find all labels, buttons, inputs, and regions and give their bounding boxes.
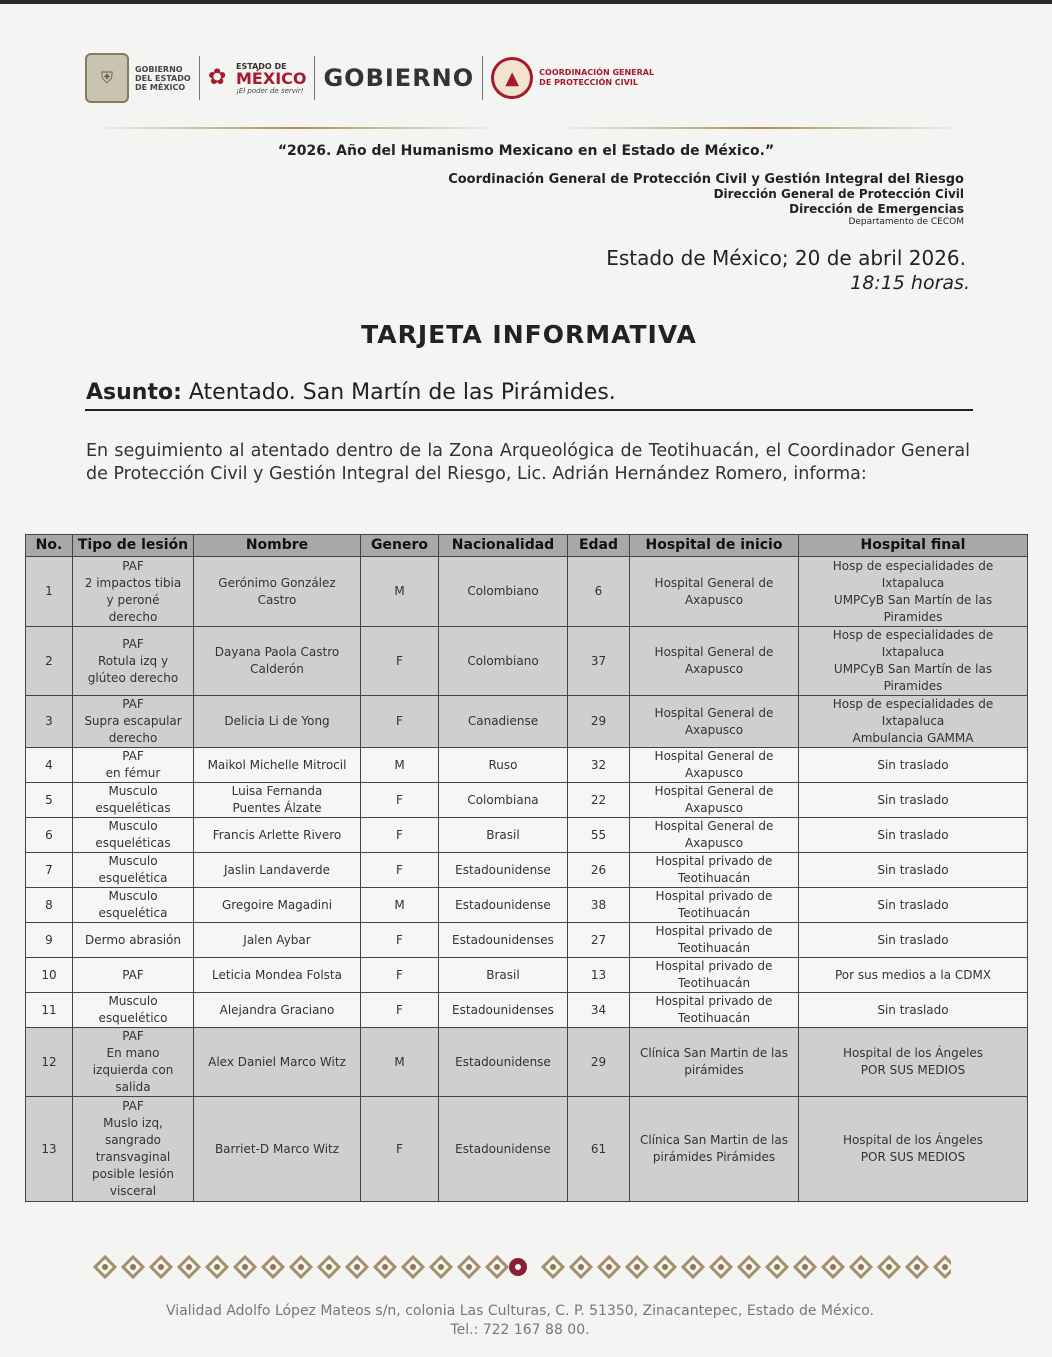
cell-tipo: PAF 2 impactos tibia y peroné derecho [73,557,194,627]
cell-genero: M [361,557,439,627]
org-line-1: Coordinación General de Protección Civil y Gestión Integral del Riesgo [448,172,964,187]
cell-nacionalidad: Estadounidense [439,1028,568,1097]
header-tipo: Tipo de lesión [73,535,194,557]
cell-genero: F [361,627,439,696]
gobierno-logo [323,64,474,92]
cell-nombre: Delicia Li de Yong [194,696,361,748]
edomex-logo [208,62,306,95]
cell-tipo: PAF En mano izquierda con salida [73,1028,194,1097]
cell-hospital-inicio: Clínica San Martin de las pirámides Pirámides [630,1097,799,1202]
cell-edad: 27 [568,923,630,958]
cell-nombre: Leticia Mondea Folsta [194,958,361,993]
cell-hospital-final: Sin traslado [799,783,1028,818]
cell-tipo: Musculo esquelética [73,853,194,888]
cell-hospital-final: Hospital de los Ángeles POR SUS MEDIOS [799,1028,1028,1097]
cell-hospital-final: Por sus medios a la CDMX [799,958,1028,993]
document-title: TARJETA INFORMATIVA [361,320,697,349]
cell-edad: 34 [568,993,630,1028]
cell-tipo: PAF Rotula izq y glúteo derecho [73,627,194,696]
cell-nacionalidad: Estadounidenses [439,993,568,1028]
cell-nacionalidad: Estadounidenses [439,923,568,958]
cell-nacionalidad: Estadounidense [439,888,568,923]
org-line-4: Departamento de CECOM [848,217,964,227]
table-row [26,888,1028,923]
cell-hospital-final: Hosp de especialidades de Ixtapaluca Ambulancia GAMMA [799,696,1028,748]
edomex-logo-sub: ¡El poder de servir! [236,86,304,95]
cell-no: 5 [26,783,73,818]
cell-edad: 55 [568,818,630,853]
cell-no: 7 [26,853,73,888]
top-border [0,0,1052,4]
cell-edad: 26 [568,853,630,888]
cell-nombre: Maikol Michelle Mitrocil [194,748,361,783]
cell-tipo: Musculo esqueléticas [73,818,194,853]
cell-nombre: Gerónimo González Castro [194,557,361,627]
cell-nombre: Alex Daniel Marco Witz [194,1028,361,1097]
table-row [26,853,1028,888]
table-row [26,748,1028,783]
cell-tipo: PAF Supra escapular derecho [73,696,194,748]
org-hierarchy [448,172,964,227]
cell-nombre: Dayana Paola Castro Calderón [194,627,361,696]
cell-nacionalidad: Colombiana [439,783,568,818]
flower-icon: ✿ [208,65,227,90]
cell-edad: 61 [568,1097,630,1202]
decorative-footer-band [85,1249,951,1285]
cell-no: 10 [26,958,73,993]
state-seal-icon: ⛨ [85,53,129,103]
gold-divider-right [554,127,966,129]
table-row [26,1028,1028,1097]
table-row [26,1097,1028,1202]
cell-hospital-final: Hosp de especialidades de Ixtapaluca UMPCyB San Martín de las Piramides [799,557,1028,627]
year-slogan: “2026. Año del Humanismo Mexicano en el Estado de México.” [277,143,775,159]
cell-nacionalidad: Colombiano [439,627,568,696]
cell-tipo: PAF Muslo izq, sangrado transvaginal posible lesión visceral [73,1097,194,1202]
cell-hospital-inicio: Hospital General de Axapusco [630,818,799,853]
org-line-3: Dirección de Emergencias [789,202,964,216]
cell-edad: 6 [568,557,630,627]
cell-edad: 38 [568,888,630,923]
subject [86,380,616,405]
cell-hospital-final: Sin traslado [799,853,1028,888]
table-row [26,958,1028,993]
gold-divider-left [90,127,502,129]
table-row [26,993,1028,1028]
cell-hospital-inicio: Hospital General de Axapusco [630,557,799,627]
edomex-logo-top: ESTADO DE [236,61,287,71]
cell-tipo: Musculo esquelético [73,993,194,1028]
cell-hospital-final: Sin traslado [799,888,1028,923]
cell-hospital-inicio: Hospital General de Axapusco [630,783,799,818]
header-logos [85,50,664,106]
cell-hospital-final: Sin traslado [799,818,1028,853]
cell-hospital-final: Sin traslado [799,923,1028,958]
edomex-logo-main: MÉXICO [236,68,307,88]
cell-edad: 29 [568,1028,630,1097]
cell-no: 9 [26,923,73,958]
cell-genero: F [361,853,439,888]
victims-table [25,534,1028,1202]
civil-protection-logo-text: COORDINACIÓN GENERAL DE PROTECCIÓN CIVIL [539,68,655,87]
cell-tipo: Musculo esquelética [73,888,194,923]
cell-hospital-inicio: Hospital General de Axapusco [630,627,799,696]
table-row [26,557,1028,627]
cell-no: 8 [26,888,73,923]
cell-genero: F [361,696,439,748]
cell-no: 6 [26,818,73,853]
cell-hospital-inicio: Hospital privado de Teotihuacán [630,923,799,958]
table-row [26,923,1028,958]
cell-nacionalidad: Brasil [439,818,568,853]
table-header-row [26,535,1028,557]
cell-nacionalidad: Estadounidense [439,853,568,888]
org-line-2: Dirección General de Protección Civil [713,187,964,201]
subject-text: Atentado. San Martín de las Pirámides. [188,380,616,405]
gobierno-logo-text: GOBIERNO [323,64,475,92]
cell-no: 4 [26,748,73,783]
cell-tipo: PAF en fémur [73,748,194,783]
cell-genero: M [361,888,439,923]
cell-edad: 22 [568,783,630,818]
header-nacionalidad: Nacionalidad [439,535,568,557]
logo-divider [199,56,200,100]
cell-genero: M [361,748,439,783]
cell-nombre: Gregoire Magadini [194,888,361,923]
cell-nombre: Alejandra Graciano [194,993,361,1028]
table-row [26,818,1028,853]
cell-nacionalidad: Brasil [439,958,568,993]
document-time: 18:15 horas. [850,272,970,294]
cell-genero: F [361,818,439,853]
cell-hospital-inicio: Hospital privado de Teotihuacán [630,853,799,888]
cell-nacionalidad: Colombiano [439,557,568,627]
cell-no: 12 [26,1028,73,1097]
cell-hospital-inicio: Hospital privado de Teotihuacán [630,958,799,993]
cell-hospital-inicio: Hospital General de Axapusco [630,748,799,783]
state-government-logo-text: GOBIERNO DEL ESTADO DE MÉXICO [135,64,191,92]
header-no: No. [26,535,73,557]
subject-label: Asunto: [86,380,182,405]
table-row [26,627,1028,696]
cell-edad: 29 [568,696,630,748]
header-hospital-inicio: Hospital de inicio [630,535,799,557]
cell-genero: F [361,1097,439,1202]
cell-hospital-inicio: Clínica San Martin de las pirámides [630,1028,799,1097]
cell-edad: 32 [568,748,630,783]
footer-address-line: Vialidad Adolfo López Mateos s/n, colonia Las Culturas, C. P. 51350, Zinacantepec, Estado de México. [166,1303,874,1319]
cell-tipo: Musculo esqueléticas [73,783,194,818]
table-row [26,696,1028,748]
table-row [26,783,1028,818]
logo-divider [482,56,483,100]
cell-nombre: Jaslin Landaverde [194,853,361,888]
header-nombre: Nombre [194,535,361,557]
document-date: Estado de México; 20 de abril 2026. [606,246,966,270]
cell-hospital-final: Sin traslado [799,993,1028,1028]
header-hospital-final: Hospital final [799,535,1028,557]
cell-hospital-final: Hospital de los Ángeles POR SUS MEDIOS [799,1097,1028,1202]
cell-nombre: Jalen Aybar [194,923,361,958]
cell-hospital-inicio: Hospital General de Axapusco [630,696,799,748]
cell-no: 11 [26,993,73,1028]
footer-phone: Tel.: 722 167 88 00. [450,1322,590,1338]
cell-no: 1 [26,557,73,627]
subject-underline [85,409,973,411]
cell-nacionalidad: Canadiense [439,696,568,748]
footer-address [0,1302,1040,1340]
cell-genero: F [361,923,439,958]
cell-edad: 13 [568,958,630,993]
intro-paragraph: En seguimiento al atentado dentro de la Zona Arqueológica de Teotihuacán, el Coordinador General de Protección Civil y Gestión Integral del Riesgo, Lic. Adrián Hernández Romero, informa: [86,441,970,484]
cell-no: 13 [26,1097,73,1202]
logo-divider [314,56,315,100]
cell-nombre: Barriet-D Marco Witz [194,1097,361,1202]
cell-nombre: Luisa Fernanda Puentes Álzate [194,783,361,818]
cell-genero: F [361,783,439,818]
cell-hospital-final: Hosp de especialidades de Ixtapaluca UMPCyB San Martín de las Piramides [799,627,1028,696]
cell-edad: 37 [568,627,630,696]
cell-genero: M [361,1028,439,1097]
cell-tipo: Dermo abrasión [73,923,194,958]
cell-hospital-inicio: Hospital privado de Teotihuacán [630,888,799,923]
cell-genero: F [361,958,439,993]
cell-nombre: Francis Arlette Rivero [194,818,361,853]
cell-tipo: PAF [73,958,194,993]
header-genero: Genero [361,535,439,557]
civil-protection-triangle-icon: ▲ [491,57,533,99]
cell-hospital-inicio: Hospital privado de Teotihuacán [630,993,799,1028]
cell-no: 2 [26,627,73,696]
cell-hospital-final: Sin traslado [799,748,1028,783]
cell-nacionalidad: Estadounidense [439,1097,568,1202]
header-edad: Edad [568,535,630,557]
cell-nacionalidad: Ruso [439,748,568,783]
cell-genero: F [361,993,439,1028]
cell-no: 3 [26,696,73,748]
